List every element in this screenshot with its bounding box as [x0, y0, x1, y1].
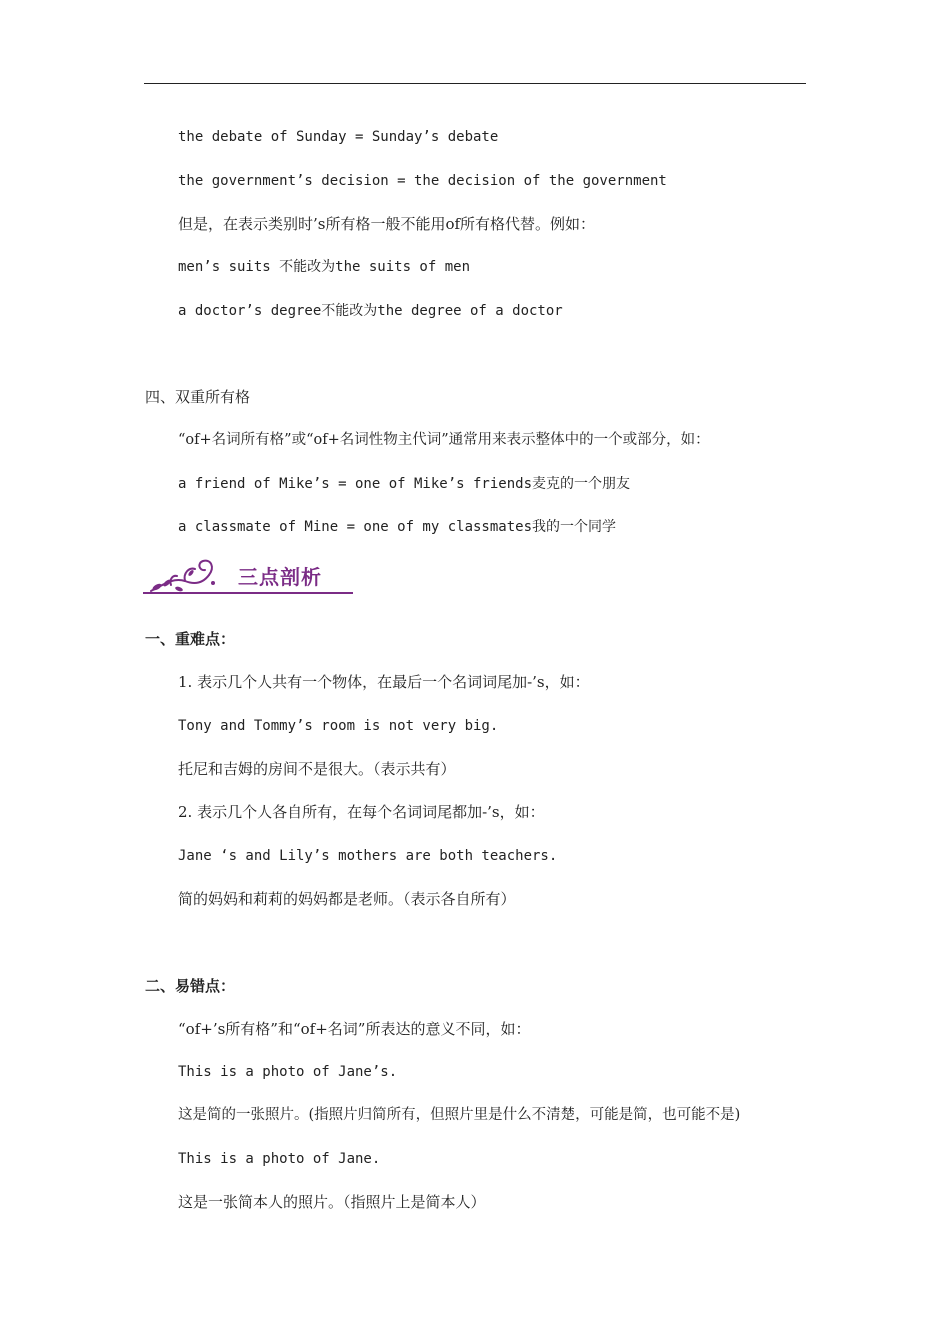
- text-line: 简的妈妈和莉莉的妈妈都是老师。（表示各自所有）: [178, 890, 516, 908]
- text-line: the debate of Sunday = Sunday’s debate: [178, 129, 499, 145]
- section-heading-4: 四、双重所有格: [145, 388, 251, 406]
- section-heading-2: 二、易错点：: [145, 977, 236, 995]
- text-line: This is a photo of Jane.: [178, 1151, 381, 1167]
- text-line: “of+名词所有格”或“of+名词性物主代词”通常用来表示整体中的一个或部分，如：: [178, 432, 710, 448]
- text-line: “of+’s所有格”和“of+名词”所表达的意义不同，如：: [178, 1020, 531, 1038]
- text-line: a classmate of Mine = one of my classmates我的一个同学: [178, 519, 617, 535]
- banner-underline: [143, 592, 353, 594]
- text-line: 2. 表示几个人各自所有，在每个名词词尾都加-’s，如：: [178, 803, 545, 821]
- text-line: a friend of Mike’s = one of Mike’s friends麦克的一个朋友: [178, 476, 631, 492]
- text-line: men’s suits 不能改为the suits of men: [178, 259, 471, 275]
- text-line: the government’s decision = the decision of the government: [178, 173, 667, 189]
- header-rule: [144, 83, 806, 84]
- text-line: This is a photo of Jane’s.: [178, 1064, 398, 1080]
- text-line: 托尼和吉姆的房间不是很大。（表示共有）: [178, 760, 456, 778]
- text-line: Jane ‘s and Lily’s mothers are both teachers.: [178, 848, 558, 864]
- text-line: 但是，在表示类别时’s所有格一般不能用of所有格代替。例如：: [178, 215, 596, 233]
- banner-title: 三点剖析: [238, 565, 322, 589]
- section-banner: [143, 555, 353, 597]
- text-line: Tony and Tommy’s room is not very big.: [178, 718, 499, 734]
- floral-ornament-icon: [143, 555, 233, 595]
- text-line: 这是简的一张照片。(指照片归简所有，但照片里是什么不清楚，可能是简，也可能不是): [178, 1107, 741, 1123]
- text-line: a doctor’s degree不能改为the degree of a doctor: [178, 303, 563, 319]
- text-line: 这是一张简本人的照片。（指照片上是简本人）: [178, 1193, 486, 1211]
- text-line: 1. 表示几个人共有一个物体，在最后一个名词词尾加-’s，如：: [178, 673, 590, 691]
- section-heading-1: 一、重难点：: [145, 630, 236, 648]
